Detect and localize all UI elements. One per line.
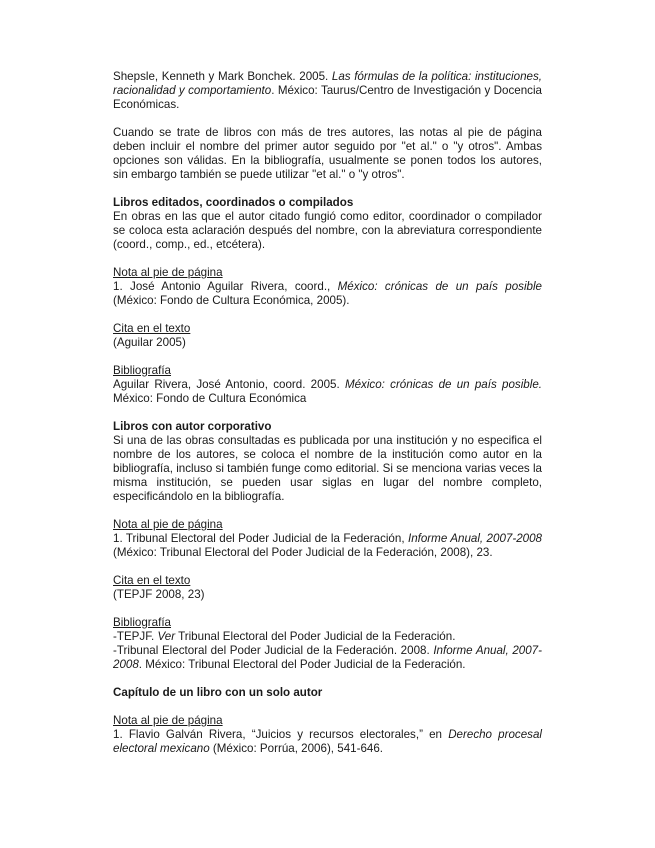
label-footnote: Nota al pie de página [113, 266, 223, 279]
footnote-galvan: 1. Flavio Galván Rivera, “Juicios y recursos electorales,” en Derecho procesal electoral mexicano (México: Porrúa, 2006), 541-646. [113, 728, 543, 755]
label-in-text-citation: Cita en el texto [113, 322, 191, 335]
bibliography-tepjf: -Tribunal Electoral del Poder Judicial de la Federación. 2008. Informe Anual, 2007-2008. México: Tribunal Electoral del Poder Judicial de la Federación. [113, 644, 542, 671]
section-heading-corporate-author: Libros con autor corporativo [113, 420, 272, 433]
document-page [113, 70, 542, 756]
label-footnote: Nota al pie de página [113, 518, 223, 531]
footnote-tepjf: 1. Tribunal Electoral del Poder Judicial de la Federación, Informe Anual, 2007-2008 (México: Tribunal Electoral del Poder Judicial de la Federación, 2008), 23. [113, 532, 542, 559]
citation-aguilar: (Aguilar 2005) [113, 336, 186, 349]
section-heading-edited-books: Libros editados, coordinados o compilados [113, 196, 354, 209]
bibliography-aguilar: Aguilar Rivera, José Antonio, coord. 2005. México: crónicas de un país posible. México: Fondo de Cultura Económica [113, 378, 542, 405]
section-heading-book-chapter: Capítulo de un libro con un solo autor [113, 686, 323, 699]
reference-shepsle: Shepsle, Kenneth y Mark Bonchek. 2005. Las fórmulas de la política: instituciones, racionalidad y comportamiento. México: Taurus/Centro de Investigación y Docencia Económicas. [113, 70, 542, 111]
bibliography-tepjf-see: -TEPJF. Ver Tribunal Electoral del Poder Judicial de la Federación. [113, 630, 456, 643]
footnote-aguilar: 1. José Antonio Aguilar Rivera, coord., México: crónicas de un país posible (México: Fondo de Cultura Económica, 2005). [113, 280, 542, 307]
label-footnote: Nota al pie de página [113, 714, 223, 727]
paragraph-corporate-author: Si una de las obras consultadas es publicada por una institución y no especifica el nombre de los autores, se coloca el nombre de la institución como autor en la bibliografía, incluso si también funge como editorial. Si se menciona varias veces la misma institución, se pueden usar siglas en lugar del nombre completo, especificándolo en la bibliografía. [113, 434, 542, 503]
label-bibliography: Bibliografía [113, 616, 172, 629]
paragraph-edited-books: En obras en las que el autor citado fungió como editor, coordinador o compilador se coloca esta aclaración después del nombre, con la abreviatura correspondiente (coord., comp., ed., etcétera). [113, 210, 542, 251]
paragraph-multiple-authors: Cuando se trate de libros con más de tres autores, las notas al pie de página deben incluir el nombre del primer autor seguido por "et al." o "y otros". Ambas opciones son válidas. En la bibliografía, usualmente se ponen todos los autores, sin embargo también se puede utilizar "et al." o "y otros". [113, 126, 542, 181]
citation-tepjf: (TEPJF 2008, 23) [113, 588, 205, 601]
label-bibliography: Bibliografía [113, 364, 172, 377]
label-in-text-citation: Cita en el texto [113, 574, 191, 587]
